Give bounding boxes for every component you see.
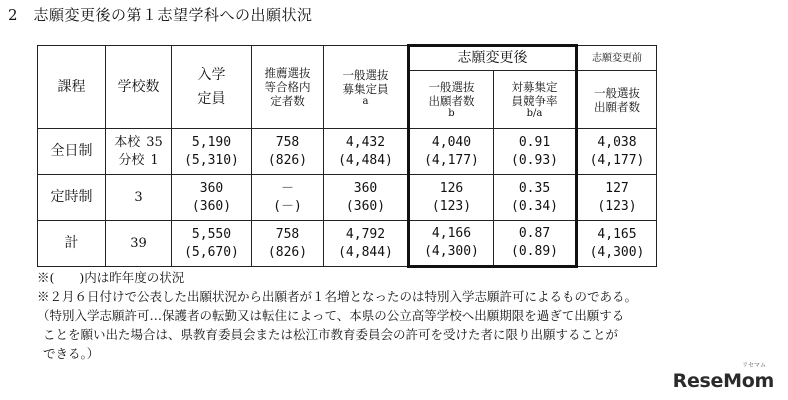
header-ratio: 対募集定 員競争率 b/a	[494, 71, 577, 129]
header-after-change-group: 志願変更後	[409, 46, 577, 71]
before-applicants-cell: 127 (123)	[577, 175, 657, 221]
applicants-cell: 126 (123)	[409, 175, 494, 221]
row-course-label: 定時制	[38, 175, 106, 221]
school-count-cell: 3	[106, 175, 172, 221]
general-capacity-cell: 4,792 (4,844)	[324, 221, 409, 267]
applicants-cell: 4,166 (4,300)	[409, 221, 494, 267]
ratio-cell: 0.35 (0.34)	[494, 175, 577, 221]
header-capacity: 入学 定員	[172, 46, 252, 129]
footnotes	[37, 268, 637, 363]
recommend-cell: 758 (826)	[252, 129, 324, 175]
header-course: 課程	[38, 46, 106, 129]
capacity-cell: 360 (360)	[172, 175, 252, 221]
header-recommend: 推薦選抜 等合格内 定者数	[252, 46, 324, 129]
capacity-cell: 5,550 (5,670)	[172, 221, 252, 267]
footnote-special-permission-end: できる。）	[43, 346, 100, 361]
header-schools: 学校数	[106, 46, 172, 129]
row-course-label: 全日制	[38, 129, 106, 175]
ratio-cell: 0.87 (0.89)	[494, 221, 577, 267]
before-applicants-cell: 4,165 (4,300)	[577, 221, 657, 267]
footnote-increase: ※２月６日付けで公表した出願状況から出願者が１名増となったのは特別入学志願許可によるものである。	[37, 289, 638, 304]
row-course-label: 計	[38, 221, 106, 267]
capacity-cell: 5,190 (5,310)	[172, 129, 252, 175]
table-row	[38, 175, 657, 221]
table-row	[38, 221, 657, 267]
application-status-table	[37, 44, 657, 268]
school-count-cell: 本校 35 分校 1	[106, 129, 172, 175]
general-capacity-cell: 360 (360)	[324, 175, 409, 221]
ratio-cell: 0.91 (0.93)	[494, 129, 577, 175]
table-row	[38, 129, 657, 175]
header-before-applicants: 一般選抜 出願者数	[577, 71, 657, 129]
header-applicants: 一般選抜 出願者数 b	[409, 71, 494, 129]
applicants-cell: 4,040 (4,177)	[409, 129, 494, 175]
school-count-cell: 39	[106, 221, 172, 267]
recommend-cell: － (－)	[252, 175, 324, 221]
header-general-capacity: 一般選抜 募集定員 a	[324, 46, 409, 129]
logo-subtext: リセマム	[742, 362, 766, 369]
before-applicants-cell: 4,038 (4,177)	[577, 129, 657, 175]
section-heading: 2 志願変更後の第１志望学科への出願状況	[8, 6, 313, 24]
resemom-logo: ReseMom	[672, 370, 774, 392]
recommend-cell: 758 (826)	[252, 221, 324, 267]
general-capacity-cell: 4,432 (4,484)	[324, 129, 409, 175]
header-before-change-group: 志願変更前	[577, 46, 657, 71]
footnote-special-permission: （特別入学志願許可…保護者の転勤又は転住によって、本県の公立高等学校へ出願期限を過ぎて出願する	[37, 308, 625, 323]
footnote-previous-year: ※( )内は昨年度の状況	[37, 270, 185, 285]
footnote-special-permission-cont: ことを願い出た場合は、県教育委員会または松江市教育委員会の許可を受けた者に限り出願することが	[43, 327, 619, 342]
